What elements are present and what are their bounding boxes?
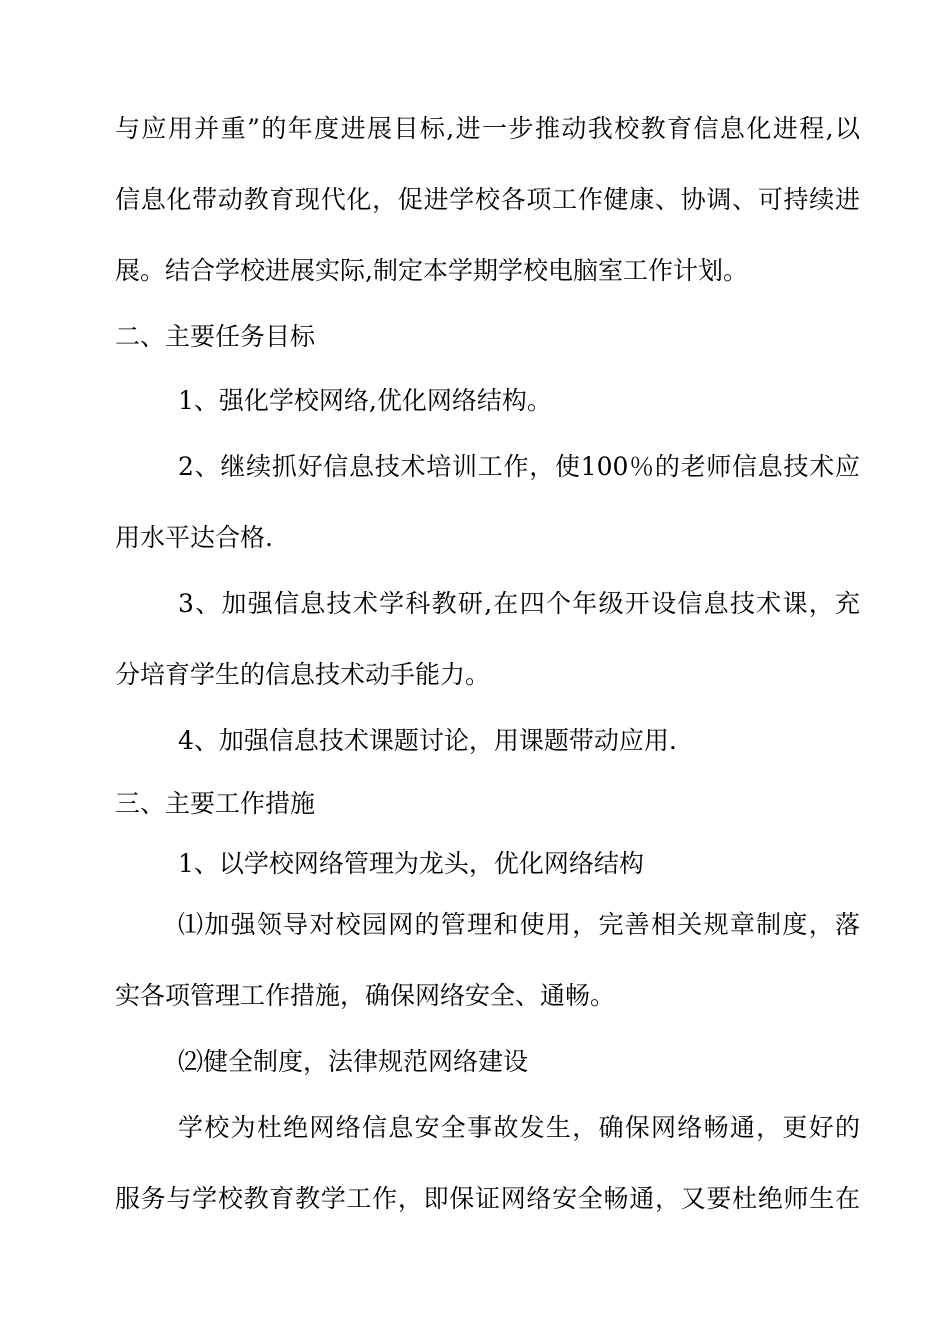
paragraph-line-2: 信息化带动教育现代化，促进学校各项工作健康、协调、可持续进 bbox=[115, 185, 860, 214]
paragraph-line-16: 学校为杜绝网络信息安全事故发生，确保网络畅通，更好的 bbox=[178, 1113, 860, 1142]
paragraph-line-17: 服务与学校教育教学工作，即保证网络安全畅通，又要杜绝师生在 bbox=[115, 1184, 860, 1213]
section-heading-3: 三、主要工作措施 bbox=[115, 789, 316, 818]
section-heading-2: 二、主要任务目标 bbox=[115, 322, 316, 351]
task-item-2: 2、继续抓好信息技术培训工作，使100％的老师信息技术应 bbox=[178, 452, 860, 481]
task-item-2-cont: 用水平达合格. bbox=[115, 523, 273, 552]
paragraph-line-3: 展。结合学校进展实际,制定本学期学校电脑室工作计划。 bbox=[115, 256, 748, 285]
measure-item-1: 1、以学校网络管理为龙头，优化网络结构 bbox=[178, 849, 644, 878]
paragraph-line-1: 与应用并重”的年度进展目标,进一步推动我校教育信息化进程,以 bbox=[115, 114, 860, 143]
task-item-3-cont: 分培育学生的信息技术动手能力。 bbox=[115, 660, 491, 689]
measure-sub-1: ⑴加强领导对校园网的管理和使用，完善相关规章制度，落 bbox=[178, 910, 860, 939]
task-item-3: 3、加强信息技术学科教研,在四个年级开设信息技术课，充 bbox=[178, 589, 860, 618]
task-item-4: 4、加强信息技术课题讨论，用课题带动应用. bbox=[178, 726, 677, 755]
task-item-1: 1、强化学校网络,优化网络结构。 bbox=[178, 386, 552, 415]
measure-sub-2: ⑵健全制度，法律规范网络建设 bbox=[178, 1047, 529, 1076]
measure-sub-1-cont: 实各项管理工作措施，确保网络安全、通畅。 bbox=[115, 981, 616, 1010]
